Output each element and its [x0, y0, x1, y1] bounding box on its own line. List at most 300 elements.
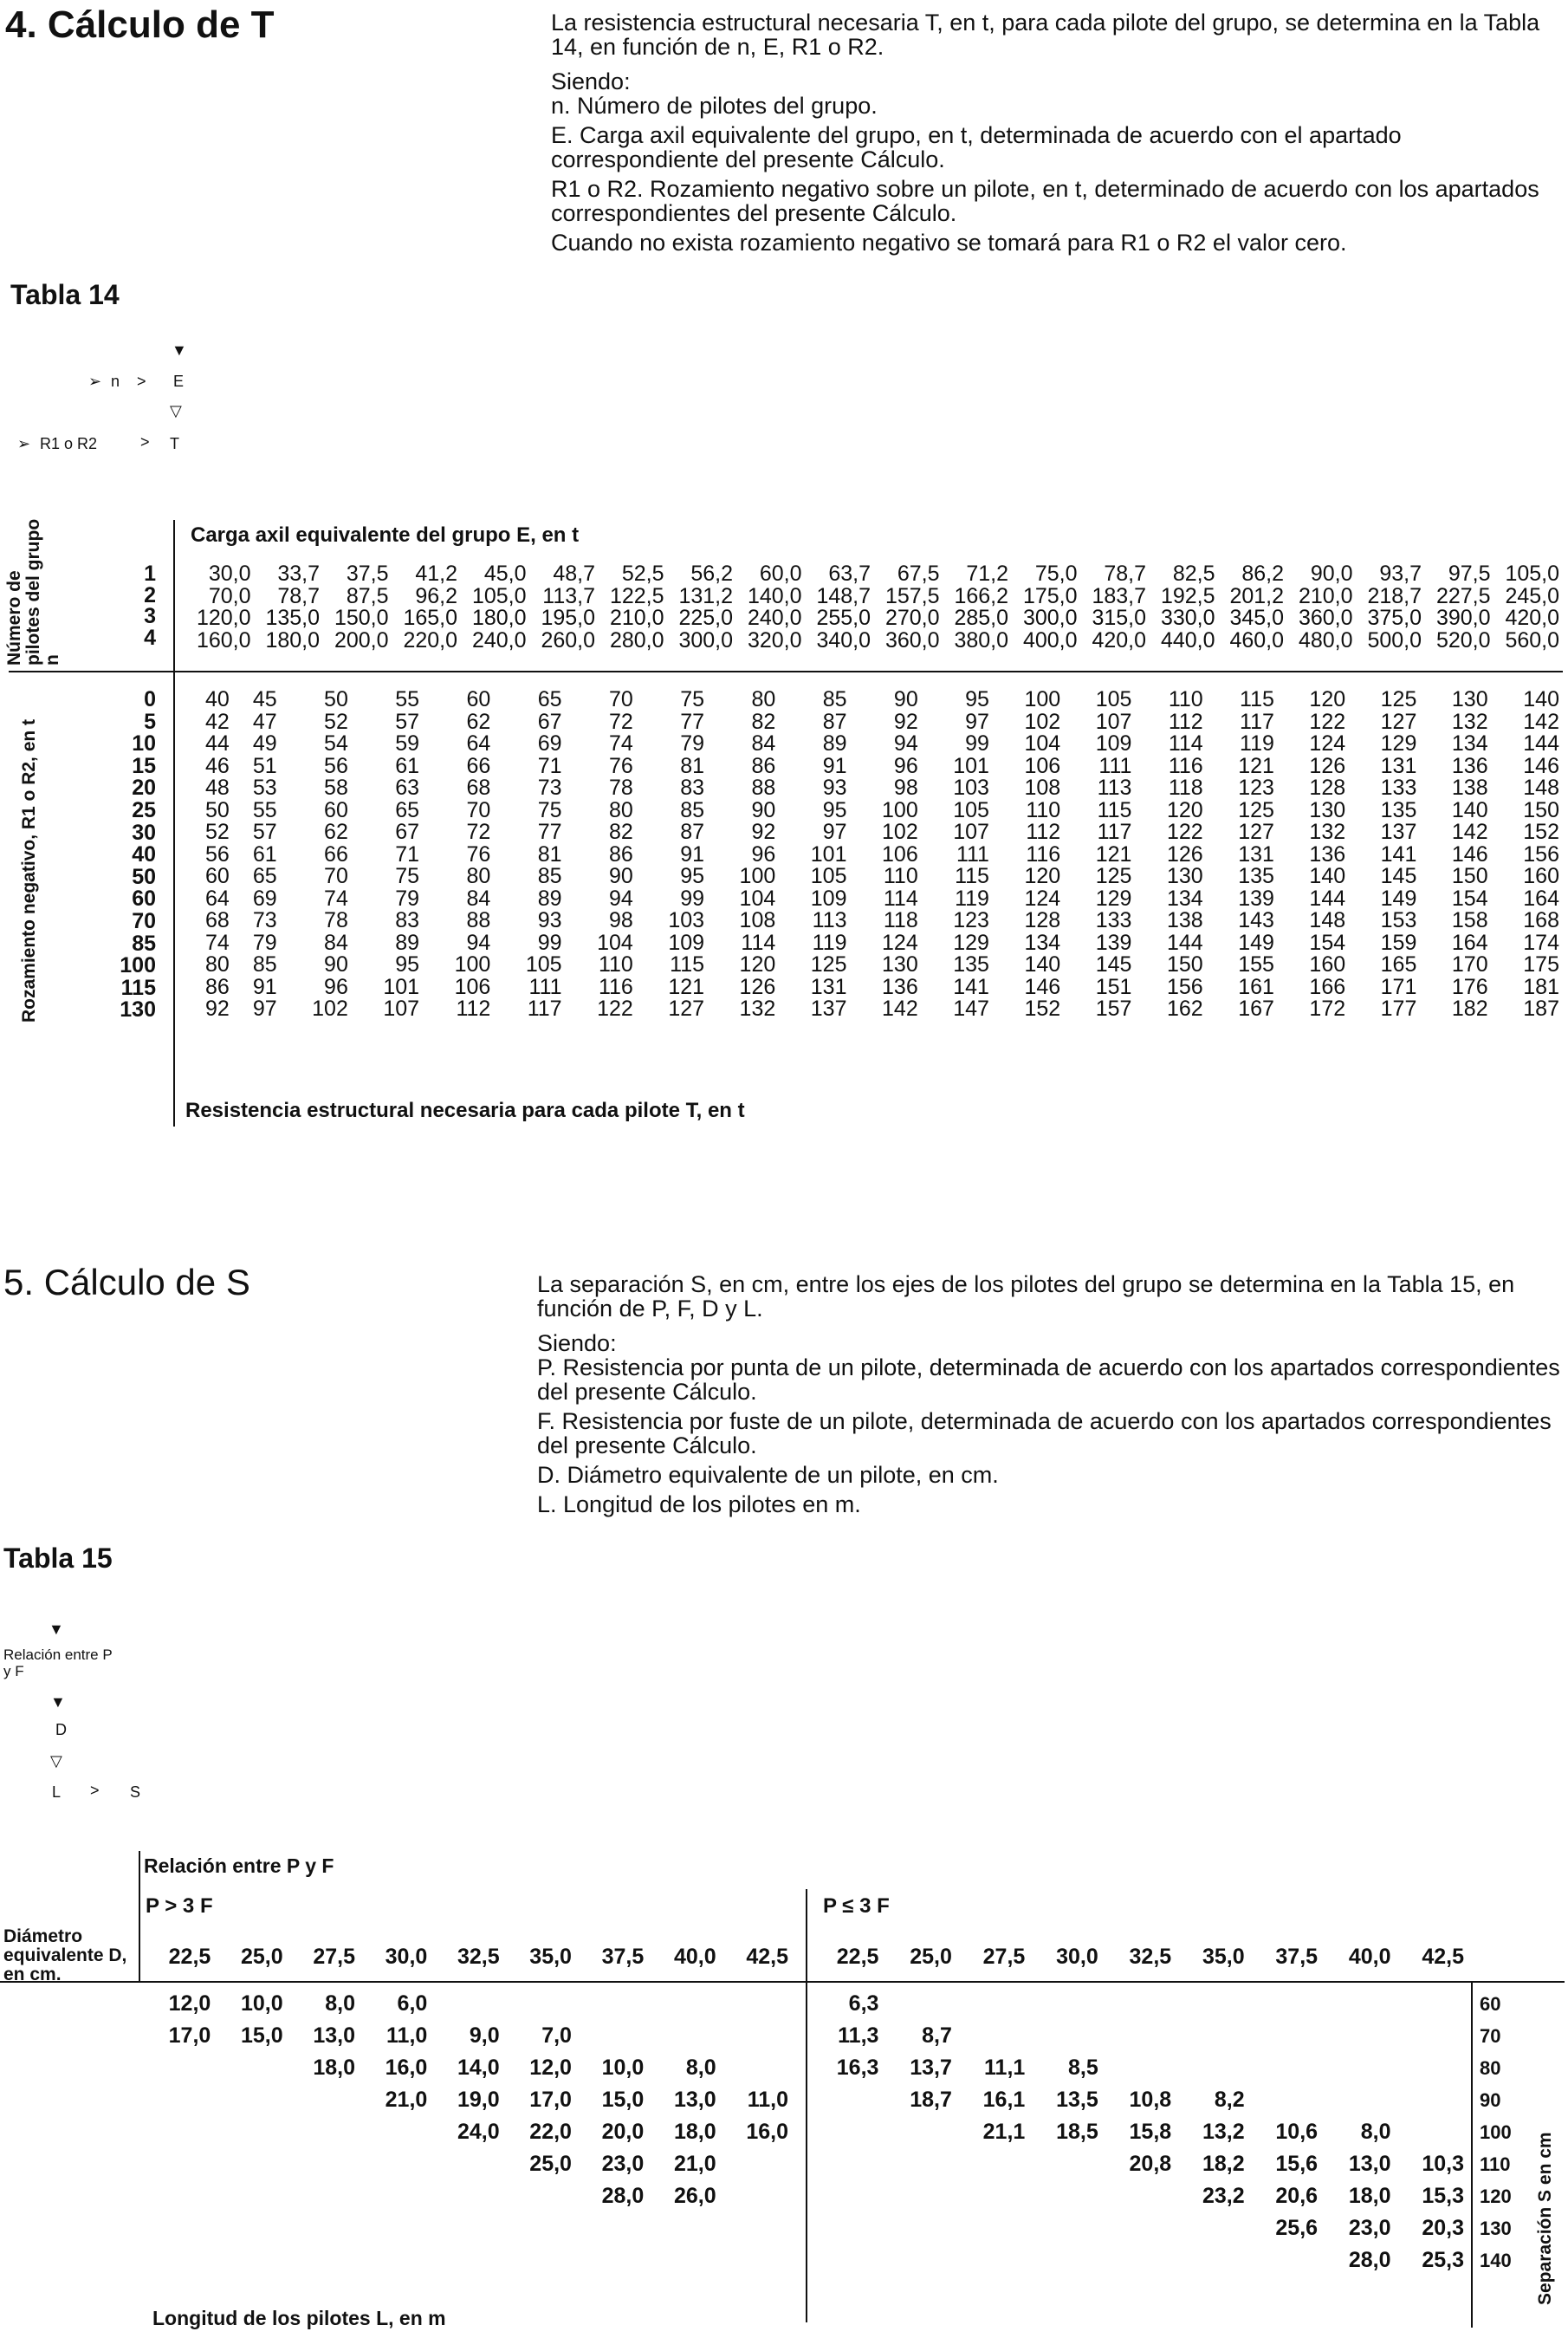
table-cell: 84 [324, 930, 348, 955]
table-cell: 122 [1166, 820, 1203, 844]
flow-diagram-t [17, 341, 225, 468]
table-cell: 180,0 [265, 627, 320, 653]
table-cell: 140,0 [747, 583, 802, 608]
table-cell: 85 [680, 797, 705, 822]
table-14-horizontal-rule [9, 671, 1563, 672]
table-cell: 150 [1166, 952, 1203, 977]
table-cell: 104 [597, 930, 633, 955]
table-cell: 150 [1451, 864, 1488, 888]
table-cell: 45,0 [483, 562, 527, 586]
table-cell: 124 [882, 930, 918, 955]
table-cell: 86 [608, 841, 633, 867]
table-cell: 108 [739, 908, 776, 932]
table-15-d-row-a [139, 1941, 788, 1973]
table-cell: 164 [1451, 930, 1488, 955]
table-cell [806, 2116, 878, 2148]
table-cell: 109 [668, 930, 705, 955]
table-cell [716, 1988, 788, 2020]
table-cell [1025, 2148, 1098, 2180]
table-cell [806, 2212, 878, 2244]
siendo-label: Siendo: [551, 68, 631, 94]
s-value: 140 [1480, 2250, 1512, 2271]
flow-n: n [111, 373, 120, 390]
table-row [182, 954, 1559, 977]
table-cell: 165 [1380, 952, 1417, 977]
table-cell [1171, 1988, 1244, 2020]
table-cell [806, 2148, 878, 2180]
table-cell: 51 [252, 753, 277, 778]
table-cell: 12,0 [168, 1991, 211, 2016]
table-cell [1098, 2052, 1171, 2084]
r-value: 70 [132, 908, 156, 933]
table-cell: 86 [205, 974, 230, 999]
table-row [806, 2116, 1464, 2148]
table-cell: 152 [1523, 820, 1559, 844]
table-cell: 8,7 [922, 2023, 952, 2048]
table-cell: 130 [882, 952, 918, 977]
table-cell: 8,0 [1360, 2120, 1391, 2144]
table-cell: 90 [324, 952, 348, 977]
table-cell: 132 [739, 997, 776, 1021]
table-cell: 138 [1166, 908, 1203, 932]
table-cell: 40,0 [1348, 1945, 1391, 1969]
table-cell [806, 2180, 878, 2212]
table-row [182, 998, 1559, 1021]
table-cell: 57 [395, 709, 420, 734]
table-cell: 113 [812, 908, 847, 932]
table-cell: 25,3 [1422, 2248, 1464, 2272]
table-cell: 151 [1095, 974, 1132, 999]
table-cell [139, 2116, 211, 2148]
table-cell [1025, 1988, 1098, 2020]
table-cell: 37,5 [601, 1945, 645, 1969]
table-cell: 140 [1451, 797, 1488, 822]
table-cell [211, 2116, 282, 2148]
table-cell [139, 2148, 211, 2180]
table-cell: 131,2 [678, 583, 733, 608]
table-cell: 52,5 [621, 562, 664, 586]
table-cell: 500,0 [1367, 627, 1422, 653]
table-cell: 182 [1451, 997, 1488, 1021]
table-cell: 122,5 [609, 583, 664, 608]
table-cell: 127 [1380, 709, 1417, 734]
table-cell: 40 [205, 687, 230, 711]
r-value: 30 [132, 820, 156, 845]
table-cell: 111 [956, 841, 989, 867]
table-cell: 18,2 [1202, 2152, 1245, 2176]
table-cell: 126 [1309, 753, 1346, 778]
table-cell: 20,6 [1275, 2184, 1319, 2208]
table-cell: 85 [252, 952, 277, 977]
table-cell: 520,0 [1435, 627, 1491, 653]
table-cell: 144 [1309, 886, 1346, 911]
table-cell: 115 [670, 952, 705, 977]
table-row [182, 630, 1559, 653]
r-value: 15 [132, 753, 156, 778]
table-row [806, 2084, 1464, 2116]
table-cell [1171, 2020, 1244, 2052]
table-cell: 125 [1380, 687, 1417, 711]
table-cell: 141 [953, 974, 989, 999]
s-value: 60 [1480, 1993, 1501, 2015]
table-row [139, 2084, 788, 2116]
table-row [806, 2148, 1464, 2180]
table-cell: 10,0 [601, 2055, 645, 2080]
arrow-down-icon: ▽ [50, 1752, 62, 1770]
table-cell [878, 2244, 951, 2276]
table-cell: 105 [953, 797, 989, 822]
table-cell: 23,2 [1202, 2184, 1245, 2208]
table-cell: 94 [608, 886, 633, 911]
n-value: 3 [144, 604, 156, 628]
table-cell: 154 [1309, 930, 1346, 955]
table-14-col-axis-label: Rozamiento negativo, R1 o R2, en t [19, 718, 39, 1023]
table-cell: 104 [739, 886, 776, 911]
table-cell: 134 [1451, 731, 1488, 756]
definition-f: F. Resistencia por fuste de un pilote, determinada de acuerdo con los apartados correspondientes del presente Cálculo. [537, 1408, 1552, 1458]
table-cell: 105,0 [1505, 562, 1559, 586]
table-cell: 76 [608, 753, 633, 778]
table-row [806, 2244, 1464, 2276]
table-cell: 96,2 [415, 583, 457, 608]
table-cell: 134 [1166, 886, 1203, 911]
table-cell [952, 2212, 1025, 2244]
table-cell: 37,5 [346, 562, 389, 586]
table-cell: 19,0 [457, 2088, 500, 2112]
table-cell: 87 [822, 709, 847, 734]
table-cell: 97 [965, 709, 989, 734]
table-cell: 18,0 [1348, 2184, 1391, 2208]
table-cell [500, 2180, 572, 2212]
table-cell: 57 [252, 820, 277, 844]
table-cell: 240,0 [747, 606, 802, 630]
table-cell: 15,8 [1129, 2120, 1172, 2144]
table-cell: 78 [324, 908, 348, 932]
table-cell: 89 [822, 731, 847, 756]
table-cell: 165,0 [403, 606, 457, 630]
table-cell: 115 [1240, 687, 1274, 711]
table-cell: 156 [1166, 974, 1203, 999]
table-cell [1171, 2052, 1244, 2084]
table-cell: 220,0 [403, 627, 457, 653]
table-cell: 12,0 [529, 2055, 572, 2080]
table-cell: 75 [680, 687, 705, 711]
table-cell: 78,7 [1104, 562, 1146, 586]
table-row [182, 711, 1559, 734]
r-value: 100 [120, 953, 156, 978]
table-cell [283, 2084, 355, 2116]
table-cell [1318, 2020, 1390, 2052]
table-cell [1245, 2052, 1318, 2084]
table-cell: 101 [810, 841, 847, 867]
table-cell: 218,7 [1367, 583, 1422, 608]
definition-p: P. Resistencia por punta de un pilote, determinada de acuerdo con los apartados correspondientes del presente Cálculo. [537, 1354, 1560, 1405]
table-cell: 28,0 [1348, 2248, 1391, 2272]
table-cell: 20,8 [1129, 2152, 1172, 2176]
table-cell: 50 [205, 797, 230, 822]
table-cell: 65 [537, 687, 562, 711]
table-cell: 9,0 [469, 2023, 500, 2048]
table-cell: 128 [1309, 776, 1346, 800]
table-cell [1171, 2244, 1244, 2276]
table-cell: 120 [1024, 864, 1061, 888]
table-cell [806, 2244, 878, 2276]
arrow-right-icon: ➢ [17, 435, 31, 452]
table-row [182, 844, 1559, 867]
table-cell: 136 [1309, 841, 1346, 867]
table-15-label: Tabla 15 [3, 1542, 113, 1574]
table-cell: 112 [1168, 709, 1203, 734]
table-cell: 142 [1451, 820, 1488, 844]
table-cell: 16,0 [385, 2055, 428, 2080]
table-cell: 91 [822, 753, 847, 778]
table-cell: 93 [822, 776, 847, 800]
table-cell: 160,0 [196, 627, 251, 653]
r-value: 130 [120, 997, 156, 1023]
table-cell: 166,2 [954, 583, 1008, 608]
r-value: 10 [132, 731, 156, 757]
s-value: 120 [1480, 2185, 1512, 2207]
table-cell: 85 [822, 687, 847, 711]
table-cell: 75 [395, 864, 420, 888]
table-cell: 95 [395, 952, 420, 977]
table-cell: 105 [1095, 687, 1132, 711]
table-row [182, 866, 1559, 888]
table-cell: 85 [537, 864, 562, 888]
table-cell: 148 [1309, 908, 1346, 932]
table-cell: 117 [1097, 820, 1132, 844]
table-cell [211, 2084, 282, 2116]
table-cell: 79 [252, 930, 277, 955]
table-cell: 8,0 [685, 2055, 716, 2080]
table-cell: 130 [1451, 687, 1488, 711]
table-cell [211, 2052, 282, 2084]
table-cell: 30,0 [1056, 1945, 1098, 1969]
table-cell: 24,0 [457, 2120, 500, 2144]
table-cell: 7,0 [541, 2023, 572, 2048]
s-value: 100 [1480, 2121, 1512, 2143]
table-cell [572, 2020, 644, 2052]
table-cell: 84 [466, 886, 491, 911]
table-cell: 115 [955, 864, 989, 888]
table-cell: 107 [1095, 709, 1132, 734]
table-cell: 227,5 [1435, 583, 1491, 608]
table-cell: 13,0 [1348, 2152, 1391, 2176]
flow-diagram-s [0, 1620, 191, 1828]
table-cell: 99 [680, 886, 705, 911]
table-cell: 80 [466, 864, 491, 888]
table-14-t-grid [182, 689, 1559, 1021]
table-cell: 18,0 [313, 2055, 355, 2080]
table-cell: 170 [1451, 952, 1488, 977]
table-cell [644, 2020, 716, 2052]
table-cell: 63 [395, 776, 420, 800]
table-cell: 105 [810, 864, 847, 888]
table-cell: 56,2 [690, 562, 733, 586]
table-cell [1245, 1988, 1318, 2020]
table-cell [355, 2180, 427, 2212]
table-cell: 92 [751, 820, 776, 844]
table-cell: 420,0 [1092, 627, 1146, 653]
table-cell: 132 [1309, 820, 1346, 844]
table-14-label: Tabla 14 [10, 279, 120, 310]
definition-e: E. Carga axil equivalente del grupo, en t, determinada de acuerdo con el apartado correspondiente del presente Cálculo. [551, 122, 1402, 172]
table-cell: 60 [324, 797, 348, 822]
table-cell: 136 [1451, 753, 1488, 778]
table-cell: 135 [953, 952, 989, 977]
table-cell: 120 [1309, 687, 1346, 711]
note-zero: Cuando no exista rozamiento negativo se tomará para R1 o R2 el valor cero. [551, 230, 1347, 256]
table-cell: 91 [680, 841, 705, 867]
table-cell: 131 [1380, 753, 1417, 778]
table-cell: 107 [383, 997, 420, 1021]
table-cell: 48 [205, 776, 230, 800]
table-cell: 52 [324, 709, 348, 734]
table-cell: 84 [751, 731, 776, 756]
s-value: 110 [1480, 2153, 1511, 2175]
table-cell: 10,0 [240, 1991, 283, 2016]
table-cell: 117 [1240, 709, 1274, 734]
table-cell: 8,0 [325, 1991, 355, 2016]
table-cell: 129 [1380, 731, 1417, 756]
table-cell [1391, 2052, 1465, 2084]
table-cell [1245, 2020, 1318, 2052]
table-cell: 270,0 [884, 606, 940, 630]
table-cell: 10,3 [1422, 2152, 1464, 2176]
table-cell: 153 [1380, 908, 1417, 932]
table-cell: 201,2 [1229, 583, 1284, 608]
table-cell: 18,5 [1056, 2120, 1098, 2144]
table-cell: 93 [537, 908, 562, 932]
table-cell: 116 [1026, 841, 1061, 867]
table-15-d-row-b [806, 1941, 1473, 1973]
table-cell: 62 [466, 709, 491, 734]
table-cell: 21,0 [673, 2152, 716, 2176]
table-cell: 145 [1380, 864, 1417, 888]
table-15-group-a: P > 3 F [146, 1894, 213, 1918]
table-cell: 100 [739, 864, 776, 888]
table-cell: 147 [953, 997, 989, 1021]
table-cell: 13,5 [1056, 2088, 1098, 2112]
table-cell: 102 [1024, 709, 1061, 734]
table-cell: 44 [205, 731, 230, 756]
table-cell: 102 [882, 820, 918, 844]
section-5-paragraph: La separación S, en cm, entre los ejes de los pilotes del grupo se determina en la Tabla 15, en función de P, F, D y L. [537, 1271, 1515, 1322]
table-cell: 95 [680, 864, 705, 888]
r-value: 5 [144, 709, 156, 734]
section-5-title: 5. Cálculo de S [3, 1262, 250, 1302]
table-15-s-axis-label: Separación S en cm [1535, 2132, 1555, 2305]
table-cell: 133 [1095, 908, 1132, 932]
table-cell [878, 2180, 951, 2212]
n-value: 4 [144, 625, 156, 650]
table-cell: 96 [324, 974, 348, 999]
table-cell: 114 [883, 886, 918, 911]
table-cell: 82,5 [1172, 562, 1215, 586]
table-cell: 139 [1095, 930, 1132, 955]
table-cell: 55 [395, 687, 420, 711]
table-cell: 32,5 [457, 1945, 500, 1969]
table-cell: 50 [324, 687, 348, 711]
table-cell [1318, 1988, 1390, 2020]
table-cell: 130 [1309, 797, 1346, 822]
table-cell [1098, 2180, 1171, 2212]
table-cell: 40,0 [673, 1945, 716, 1969]
table-cell: 101 [953, 753, 989, 778]
table-cell: 64 [205, 886, 230, 911]
table-cell: 20,3 [1422, 2216, 1464, 2240]
definition-n: n. Número de pilotes del grupo. [551, 93, 878, 119]
table-cell: 174 [1523, 930, 1559, 955]
table-cell: 87,5 [346, 583, 389, 608]
table-row [182, 888, 1559, 911]
table-cell: 187 [1523, 997, 1559, 1021]
table-cell: 89 [395, 930, 420, 955]
table-cell: 60 [466, 687, 491, 711]
table-cell: 6,0 [397, 1991, 428, 2016]
table-cell [572, 1988, 644, 2020]
table-cell: 121 [1238, 753, 1274, 778]
r-value: 40 [132, 842, 156, 867]
table-cell [1391, 1988, 1465, 2020]
r-value: 50 [132, 864, 156, 889]
table-cell: 145 [1095, 952, 1132, 977]
table-cell: 25,0 [240, 1945, 283, 1969]
table-cell [878, 1988, 951, 2020]
table-cell: 118 [1168, 776, 1203, 800]
table-cell: 103 [953, 776, 989, 800]
table-cell [644, 1988, 716, 2020]
table-cell: 82 [608, 820, 633, 844]
table-cell: 245,0 [1505, 583, 1559, 608]
table-cell: 181 [1523, 974, 1559, 999]
table-cell: 62 [324, 820, 348, 844]
table-cell: 128 [1024, 908, 1061, 932]
table-cell: 60,0 [759, 562, 802, 586]
table-cell: 149 [1238, 930, 1274, 955]
table-cell: 15,0 [601, 2088, 645, 2112]
table-cell: 125 [810, 952, 847, 977]
table-cell: 60 [205, 864, 230, 888]
table-cell: 90 [751, 797, 776, 822]
table-15-s-column [1480, 1988, 1523, 2276]
table-cell: 138 [1451, 776, 1488, 800]
table-cell [878, 2116, 951, 2148]
table-cell: 97 [252, 997, 277, 1021]
table-cell: 104 [1024, 731, 1061, 756]
flow-l: L [52, 1783, 62, 1801]
table-cell: 140 [1309, 864, 1346, 888]
r-value: 60 [132, 886, 156, 912]
table-cell: 111 [1098, 753, 1132, 778]
table-cell: 79 [395, 886, 420, 911]
table-cell: 107 [953, 820, 989, 844]
section-4-paragraph: La resistencia estructural necesaria T, en t, para cada pilote del grupo, se determina en la Tabla 14, en función de n, E, R1 o R2. [551, 10, 1540, 60]
table-cell: 11,3 [838, 2023, 879, 2048]
s-value: 70 [1480, 2025, 1501, 2047]
table-cell: 560,0 [1505, 627, 1559, 653]
table-cell: 105 [525, 952, 562, 977]
table-cell: 164 [1523, 886, 1559, 911]
table-cell: 71 [537, 753, 562, 778]
table-cell: 99 [965, 731, 989, 756]
table-cell: 140 [1523, 687, 1559, 711]
table-cell: 69 [537, 731, 562, 756]
table-cell: 110 [598, 952, 633, 977]
d-header-row [139, 1941, 788, 1973]
table-cell: 11,1 [984, 2055, 1026, 2080]
table-cell: 11,0 [747, 2088, 788, 2112]
